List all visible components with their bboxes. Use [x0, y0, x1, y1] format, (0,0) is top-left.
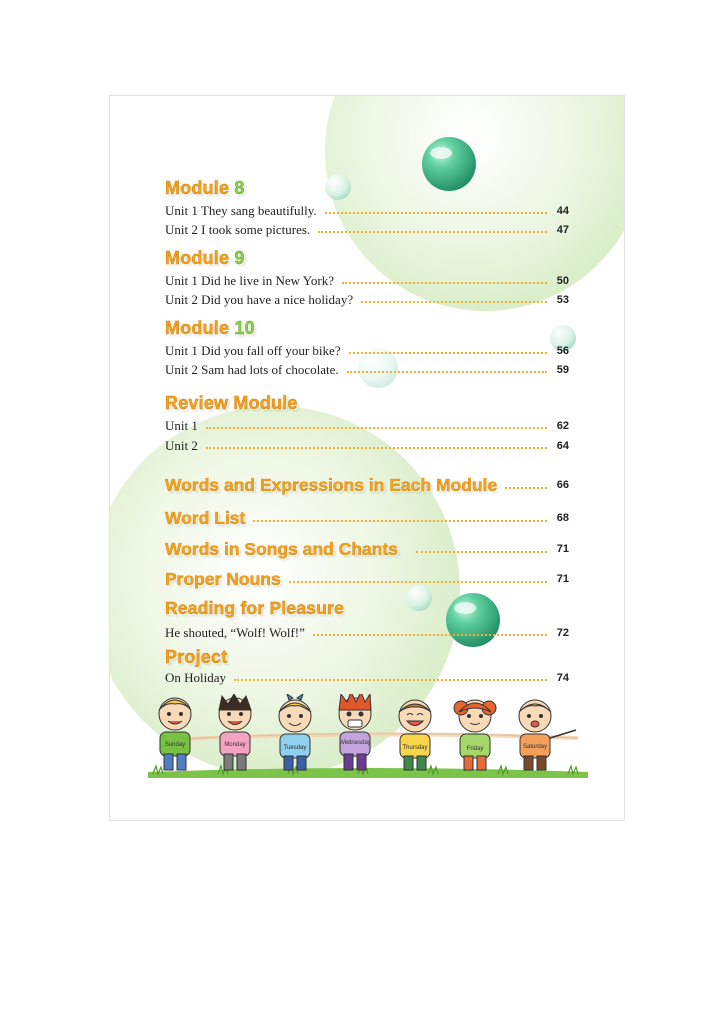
toc-entry[interactable]: [165, 342, 569, 360]
day-label: Friday: [466, 746, 484, 752]
page-number: 53: [556, 294, 569, 306]
leader-dots: [347, 371, 547, 373]
bubble-large-top: [422, 137, 476, 191]
leader-dots: [318, 231, 547, 233]
toc-entry[interactable]: [165, 272, 569, 290]
leader-dots: [234, 679, 547, 681]
page-number: 59: [556, 364, 569, 376]
page-number: 44: [556, 205, 569, 217]
module-heading: Module 8: [165, 178, 245, 198]
kid-monday: [219, 694, 251, 770]
leader-dots: [313, 634, 547, 636]
section-title: Words in Songs and Chants: [165, 538, 399, 559]
kid-sunday: [159, 698, 191, 770]
leader-dots: [325, 212, 547, 214]
kid-thursday: [399, 700, 431, 770]
toc-entry[interactable]: [165, 437, 569, 455]
kid-tuesday: [279, 694, 311, 770]
page-number: 50: [556, 275, 569, 287]
page-number: 62: [556, 420, 569, 432]
toc-entry[interactable]: [165, 202, 569, 220]
leader-dots: [253, 520, 547, 522]
toc-entry[interactable]: [165, 417, 569, 435]
bubble-small-top: [325, 174, 351, 200]
leader-dots: [416, 551, 547, 553]
toc-section-entry[interactable]: [165, 567, 569, 591]
review-heading: Review Module: [165, 393, 298, 413]
leader-dots: [349, 352, 547, 354]
entry-label: Unit 1 Did you fall off your bike?: [165, 343, 341, 358]
contents-page: [109, 95, 625, 821]
page-number: 68: [556, 512, 569, 524]
leader-dots: [361, 301, 547, 303]
reading-heading: Reading for Pleasure: [165, 598, 345, 618]
section-title: Word List: [165, 507, 246, 528]
page-number: 71: [556, 573, 569, 585]
page-number: 66: [556, 479, 569, 491]
entry-label: Unit 2 Did you have a nice holiday?: [165, 292, 354, 307]
day-label: Tuesday: [283, 745, 307, 751]
days-of-week-kids-illustration: [148, 694, 588, 778]
entry-label: Unit 2 I took some pictures.: [165, 222, 311, 237]
day-label: Wednesday: [339, 740, 371, 746]
leader-dots: [206, 427, 547, 429]
section-title: Proper Nouns: [165, 568, 281, 589]
leader-dots: [289, 581, 547, 583]
entry-label: Unit 2 Sam had lots of chocolate.: [165, 362, 339, 377]
page-number: 64: [556, 440, 569, 452]
page-number: 47: [556, 224, 569, 236]
entry-label: Unit 1: [165, 418, 198, 433]
toc-entry[interactable]: [165, 361, 569, 379]
project-heading: Project: [165, 647, 228, 667]
module-heading: Module 10: [165, 318, 255, 338]
toc-entry[interactable]: [165, 669, 569, 687]
page-number: 74: [556, 672, 569, 684]
module-heading: Module 9: [165, 248, 245, 268]
day-label: Sunday: [164, 742, 186, 748]
entry-label: Unit 2: [165, 438, 198, 453]
section-title: Words and Expressions in Each Module: [165, 474, 498, 495]
leader-dots: [505, 487, 547, 489]
toc-entry[interactable]: [165, 291, 569, 309]
entry-label: He shouted, “Wolf! Wolf!”: [165, 625, 305, 640]
toc-entry[interactable]: [165, 221, 569, 239]
toc-section-entry[interactable]: [165, 537, 569, 561]
entry-label: On Holiday: [165, 670, 227, 685]
kid-saturday: [519, 700, 576, 770]
day-label: Monday: [224, 742, 246, 748]
day-label: Saturday: [522, 744, 548, 750]
entry-label: Unit 1 They sang beautifully.: [165, 203, 317, 218]
page-number: 72: [556, 627, 569, 639]
kid-wednesday: [339, 694, 371, 770]
day-label: Thursday: [402, 745, 428, 751]
entry-label: Unit 1 Did he live in New York?: [165, 273, 334, 288]
toc-section-entry[interactable]: [165, 506, 569, 530]
leader-dots: [206, 447, 547, 449]
toc-entry[interactable]: [165, 624, 569, 642]
leader-dots: [342, 282, 547, 284]
page-number: 56: [556, 345, 569, 357]
page-number: 71: [556, 543, 569, 555]
toc-section-entry[interactable]: [165, 473, 569, 497]
